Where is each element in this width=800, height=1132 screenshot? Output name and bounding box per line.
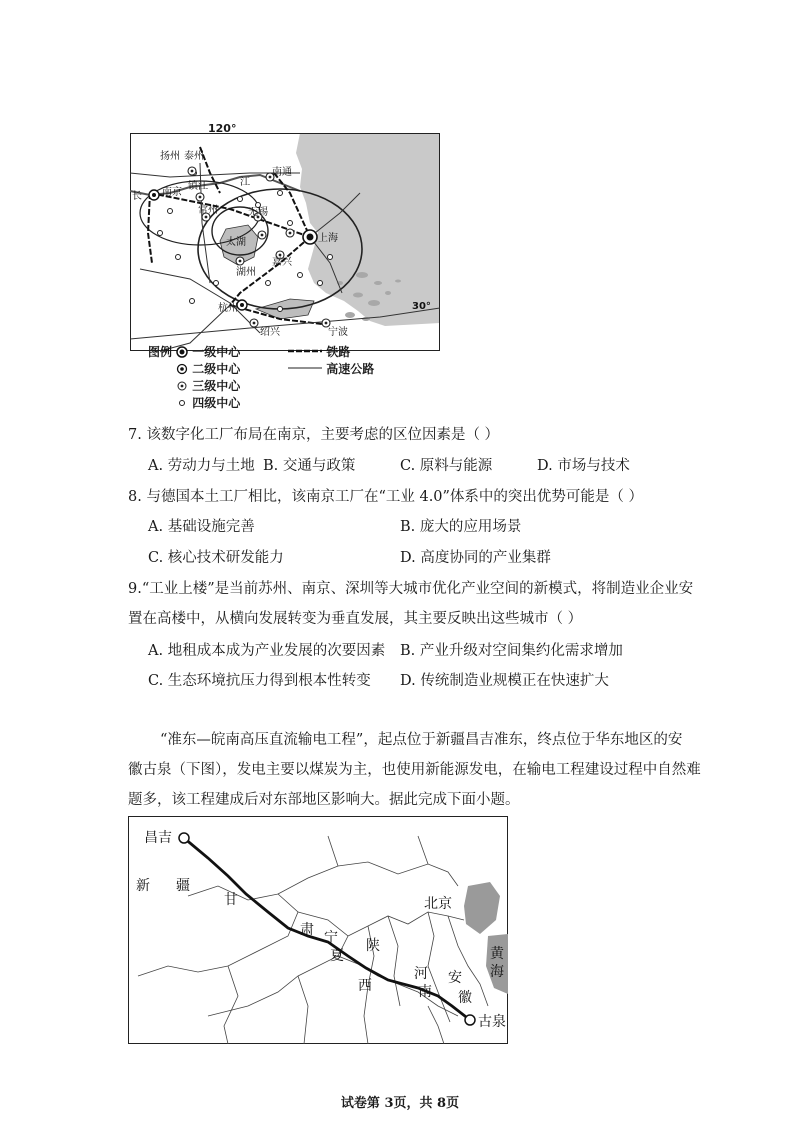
label-wuxi: 无锡 — [248, 207, 268, 218]
label-ningbo: 宁波 — [328, 327, 348, 338]
label-nantong: 南通 — [272, 167, 292, 178]
legend-title: 图例 — [148, 345, 173, 359]
railway-line-icon — [288, 346, 322, 356]
level1-center-icon — [176, 346, 188, 358]
label-jiang: 江 — [240, 177, 250, 188]
label-xin: 新 — [136, 878, 150, 894]
question-8-stem: 8. 与德国本土工厂相比，该南京工厂在“工业 4.0”体系中的突出优势可能是（ ） — [128, 489, 644, 505]
label-latitude: 30° — [412, 301, 431, 312]
label-changzhou: 常州 — [198, 205, 218, 216]
legend-highway-label: 高速公路 — [326, 362, 375, 376]
legend-level3-label: 三级中心 — [192, 379, 241, 393]
legend-railway-label: 铁路 — [326, 345, 351, 359]
q7-option-c: C. 原料与能源 — [400, 458, 493, 474]
label-taihu: 太湖 — [226, 237, 246, 248]
label-chang: 长 — [132, 191, 142, 202]
yangtze-delta-map — [130, 133, 440, 351]
label-xi: 西 — [358, 978, 372, 994]
map-legend — [148, 342, 408, 412]
question-9-stem-line1: 9.“工业上楼”是当前苏州、南京、深圳等大城市优化产业空间的新模式，将制造业企业安 — [128, 581, 694, 597]
level4-center-icon — [176, 397, 188, 409]
q9-option-b: B. 产业升级对空间集约化需求增加 — [400, 643, 623, 659]
label-huang: 黄 — [490, 946, 504, 962]
legend-level1 — [176, 344, 240, 360]
label-gan: 甘 — [224, 892, 238, 908]
legend-level1-label: 一级中心 — [192, 345, 241, 359]
q9-option-a: A. 地租成本成为产业发展的次要因素 — [148, 643, 386, 659]
legend-level4-label: 四级中心 — [192, 396, 241, 410]
label-yangzhou: 扬州 — [160, 151, 180, 162]
label-jiaxing: 嘉兴 — [272, 257, 292, 268]
passage-line2: 徽古泉（下图），发电主要以煤炭为主，也使用新能源发电，在输电工程建设过程中自然难 — [128, 762, 701, 778]
label-nan: 南 — [418, 984, 432, 1000]
q7-option-b: B. 交通与政策 — [263, 458, 356, 474]
legend-level4 — [176, 395, 240, 411]
label-su: 肃 — [300, 922, 314, 938]
label-xia: 夏 — [330, 948, 344, 964]
q8-option-c: C. 核心技术研发能力 — [148, 550, 284, 566]
q8-option-b: B. 庞大的应用场景 — [400, 519, 522, 535]
legend-railway — [288, 344, 350, 360]
highway-line-icon — [288, 363, 322, 373]
q8-option-a: A. 基础设施完善 — [148, 519, 255, 535]
legend-level2 — [176, 361, 240, 377]
label-changji: 昌吉 — [144, 830, 172, 846]
label-guquan: 古泉 — [478, 1014, 506, 1030]
longitude-label: 120° — [208, 122, 237, 135]
level3-center-icon — [176, 380, 188, 392]
label-ning: 宁 — [324, 930, 338, 946]
label-hui: 徽 — [458, 990, 472, 1006]
passage-line1: “准东—皖南高压直流输电工程”，起点位于新疆昌吉准东，终点位于华东地区的安 — [160, 732, 683, 748]
label-jiang: 疆 — [176, 878, 190, 894]
label-zhenjiang: 镇江 — [188, 181, 208, 192]
label-hangzhou: 杭州 — [218, 303, 238, 314]
label-an: 安 — [448, 970, 462, 986]
q7-option-d: D. 市场与技术 — [537, 458, 630, 474]
label-hai: 海 — [490, 964, 504, 980]
q9-option-c: C. 生态环境抗压力得到根本性转变 — [148, 673, 371, 689]
label-shaan: 陕 — [366, 938, 380, 954]
label-taizhou: 泰州 — [184, 151, 204, 162]
label-shanghai: 上海 — [318, 233, 338, 244]
legend-level2-label: 二级中心 — [192, 362, 241, 376]
level2-center-icon — [176, 363, 188, 375]
q9-option-d: D. 传统制造业规模正在快速扩大 — [400, 673, 609, 689]
label-nanjing: 南京 — [162, 187, 182, 198]
label-he: 河 — [414, 966, 428, 982]
label-shaoxing: 绍兴 — [260, 327, 280, 338]
passage-line3: 题多，该工程建成后对东部地区影响大。据此完成下面小题。 — [128, 792, 520, 808]
label-beijing: 北京 — [424, 896, 452, 912]
label-huzhou: 湖州 — [236, 267, 256, 278]
legend-level3 — [176, 378, 240, 394]
q8-option-d: D. 高度协同的产业集群 — [400, 550, 551, 566]
q7-option-a: A. 劳动力与土地 — [148, 458, 255, 474]
question-9-stem-line2: 置在高楼中，从横向发展转变为垂直发展，其主要反映出这些城市（ ） — [128, 611, 583, 627]
transmission-line-map — [128, 816, 508, 1044]
question-7-stem: 7. 该数字化工厂布局在南京，主要考虑的区位因素是（ ） — [128, 427, 500, 443]
page-footer: 试卷第 3页，共 8页 — [340, 1096, 460, 1111]
legend-highway — [288, 361, 374, 377]
